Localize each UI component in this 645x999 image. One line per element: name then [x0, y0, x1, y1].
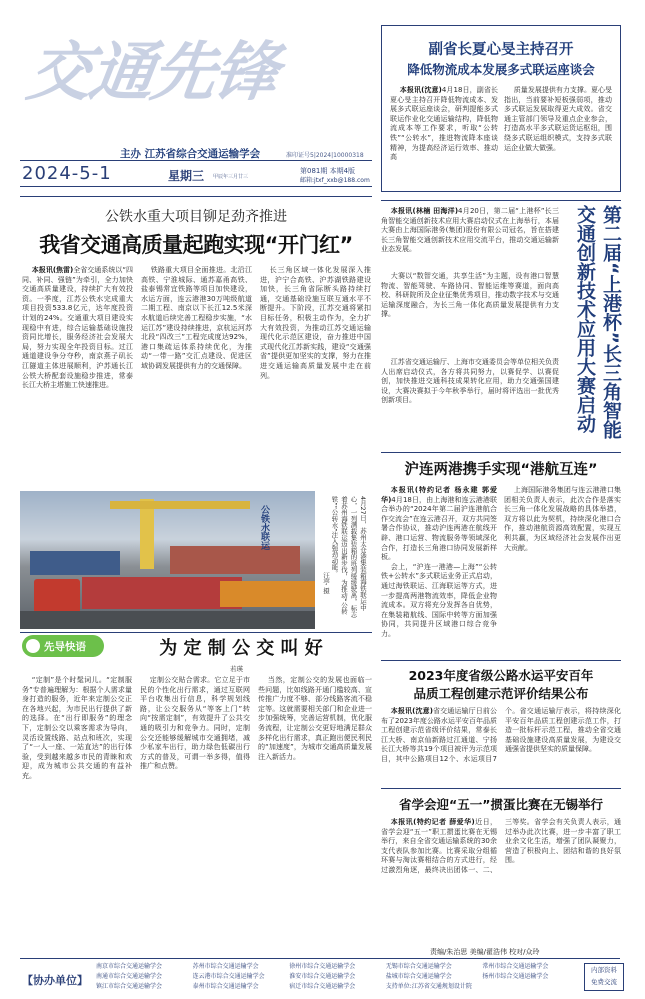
lead-kicker: 公铁水重大项目铆足劲齐推进	[105, 209, 287, 225]
side-top-rule	[381, 200, 621, 201]
quality-body-text: 省交通运输厅日前公布了2023年度公路水运平安百年品质工程创建示范省级评价结果，常泰长江大桥、南京仙新路过江通道、宁扬长江大桥等共19个项目被评为示范项目，其中公路项目12个、水运项目7个。省交通运输厅表示，将持续深化平安百年品质工程创建示范工作，打造一批标杆示范工程，推动全省交通基础设施建设高质量发展，为建设交通强省提供坚实的质量保障。	[381, 707, 621, 763]
member-9: 盐城市综合交通运输学会	[385, 973, 452, 980]
photo-caption-body	[275, 496, 367, 621]
quality-top-rule	[381, 660, 621, 661]
lead-col3-text: 长三角区域一体化发展深入推进，沪宁合高铁、沪苏湖铁路建设加快，长三角省际断头路持续打通，交通基础设施互联互通水平不断提升。下阶段，江苏交通将紧扣目标任务，积极主动作为，全力扩大有效投资，为推动江苏交通运输现代化示范区建设，奋力推进中国式现代化江苏新实践，建设“交通强省”提供更加坚实的支撑，努力在推进交通运输高质量发展中走在前列。	[260, 266, 371, 380]
lead-top-rule	[20, 196, 372, 197]
box-headline-1: 副省长夏心旻主持召开	[428, 42, 574, 58]
member-7: 连云港市综合交通运输学会	[192, 973, 265, 980]
member-1: 南京市综合交通运输学会	[96, 963, 163, 970]
photo-truck-cab	[34, 579, 80, 613]
member-3: 徐州市综合交通运输学会	[289, 963, 356, 970]
side-col-2	[381, 272, 559, 356]
footer-rule	[20, 958, 620, 959]
port-col-1	[381, 486, 497, 656]
vertical-headline-text: 第二届“上港杯”长三角智能交通创新技术应用大赛启动	[574, 205, 622, 439]
footer-label: 【协办单位】	[22, 974, 88, 987]
column-col-1	[22, 676, 132, 942]
box-source: 本报讯(沈意)	[399, 86, 442, 94]
column-col-3	[258, 676, 372, 942]
box-body-2: 质量发展提供有力支撑。夏心旻指出，当前要补短板强弱项，推动多式联运发展取得更大成效。省交通主管部门领导及重点企业参会，打造高水平多式联运货运枢纽，围绕多式联运组织模式，支持多式联运企业做大做强。	[504, 86, 612, 152]
photo-ground	[20, 611, 315, 629]
port-col-2	[504, 486, 621, 656]
member-11: 镇江市综合交通运输学会	[96, 983, 163, 990]
member-2: 苏州市综合交通运输学会	[192, 963, 259, 970]
stamp-line-1: 内部资料	[591, 966, 617, 974]
side-col-1	[381, 207, 559, 269]
email: 邮箱:jtxf_xxb@188.com	[300, 177, 370, 184]
labor-source: 本报讯(特约记者 薛爱华)	[390, 818, 475, 826]
port-body-1: 4月18日，由上海港和连云港港联合举办的“2024年第二届沪连港航合作交流会”在连云港召开，双方共同签署合作协议，推动沪连两港在航线开辟、港口运营、物流服务等领域深化合作，打造长三角港口协同发展新样板。	[381, 495, 497, 562]
photo-crane-arm	[110, 501, 250, 509]
side-vertical-headline	[566, 205, 624, 450]
column-top-rule	[20, 632, 372, 633]
column-badge	[22, 635, 104, 657]
member-12: 泰州市综合交通运输学会	[192, 983, 259, 990]
port-body-2: 会上，“沪连一港港—上海”“公转铁+公转水”多式联运业务正式启动，通过海铁联运、江海联运等方式，进一步提高两港物流效率，降低企业物流成本。双方将充分发挥各自优势，在集装箱航线、国际中转等方面加强协同，共同提升区域港口综合竞争力。	[381, 562, 497, 638]
side-source: 本报讯(林楠 田海洋)	[390, 207, 459, 215]
labor-body-text: 近日，省学会迎“五一”职工掼蛋比赛在无锡举行，来自全省交通运输系统的30余支代表队参加比赛。比赛采取分组循环赛与淘汰赛相结合的方式进行，经过激烈角逐，最终决出团体一、二、三等奖。省学会有关负责人表示，通过举办此次比赛，进一步丰富了职工业余文化生活，增强了团队凝聚力，营造了积极向上、团结和谐的良好氛围。	[381, 818, 621, 874]
quality-body	[381, 707, 621, 785]
column-col2-text: 定制公交贴合需求。它立足于市民的个性化出行需求，通过互联网平台收集出行信息，科学规划线路，让公交服务从“等客上门”转向“按需定制”，有效提升了公共交通的吸引力和竞争力。同时，定制公交还能够缓解城市交通拥堵，减少私家车出行，助力绿色低碳出行方式的普及，可谓一举多得，值得推广和点赞。	[140, 676, 250, 771]
side-body-2: 大赛以“数智交通，共享生活”为主题，设有港口智慧物流、智能驾驶、车路协同、智能运维等赛道，面向高校、科研院所及企业征集优秀项目，推动数字技术与交通运输深度融合，为长三角一体化高质量发展提供有力支撑。	[381, 272, 559, 319]
member-6: 南通市综合交通运输学会	[96, 973, 163, 980]
weekday: 星期三	[168, 169, 205, 183]
badge-dot-icon	[26, 639, 40, 653]
column-headline: 为 定 制 公 交 叫 好	[159, 638, 323, 659]
labor-top-rule	[381, 788, 621, 789]
masthead-bottom-rule	[20, 186, 372, 187]
port-top-rule	[381, 452, 621, 453]
column-col3-text: 当然，定制公交的发展也面临一些问题，比如线路开通门槛较高、宣传推广力度不够、部分线路客流不稳定等。这就需要相关部门和企业进一步加强统筹，完善运营机制，优化服务流程，让定制公交更好地满足群众多样化出行需求，真正跑出便民利民的“加速度”，为城市交通高质量发展注入新活力。	[258, 676, 372, 761]
box-headline-2: 降低物流成本发展多式联运座谈会	[407, 62, 595, 77]
photo-crane	[140, 499, 154, 569]
lead-col-2	[141, 266, 252, 488]
photo-caption-credit: 汪亭 摄	[322, 572, 330, 594]
lead-col1-text: 全省交通系统以“四同、补同、强链”为牵引，全力加快交通高质量建设，持续扩大有效投资。一季度，江苏公铁水完成重大项目投资533.8亿元，达年度投资计划的24%。交通重大项目建设实现稳中有进，综合运输基础设施投资同比增长，服务经济社会发展大局，努力实现全年投资目标。过江通道建设争分夺秒，南京燕子矶长江隧道主体进展顺利，沪苏通长江公铁大桥配套设施稳步推进，常泰长江大桥主塔施工快速推进。	[22, 266, 133, 390]
photo-caption-text: 4月27日，苏州太仓港集装箱海铁联运中心，一列满载集装箱的班列缓缓驶离，标志着苏州海铁联运迈出新步伐，为推动“公转铁”“公转水”注入强劲动能。	[330, 496, 367, 618]
box-body-left	[390, 86, 498, 186]
sponsor-line: 主办 江苏省综合交通运输学会	[120, 148, 261, 160]
masthead-logo: 交通先锋	[22, 35, 282, 110]
quality-headline-2: 品质工程创建示范评价结果公布	[413, 686, 589, 701]
footer-credits: 责编/朱治思 美编/翟浩伟 校对/众玲	[430, 948, 540, 956]
footer-members	[96, 962, 576, 994]
column-col1-text: “定制”是个时髦词儿。“定制服务”专普遍理解为：根据个人需求量身打造的服务，近年来定制公交正在各地兴起，为市民出行提供了新的选择。在“出行即服务”的理念下，定制公交以乘客需求为导向，灵活设置线路、站点和班次，实现了“一人一座、一站直达”的出行体验，受到越来越多市民的青睐和欢迎，成为城市公共交通的有益补充。	[22, 676, 132, 780]
box-body-right	[504, 86, 612, 186]
masthead-rule	[20, 160, 372, 161]
lead-col-1	[22, 266, 133, 488]
lead-headline: 我省交通高质量起跑实现“开门红”	[39, 233, 353, 257]
column-author: 若瑛	[230, 665, 243, 673]
top-right-box	[381, 25, 621, 192]
box-body-1: 4月18日，副省长夏心旻主持召开降低物流成本、发展多式联运座谈会，研判提能多式联运作业化交通运输结构，降低物流成本等工作要求，听取“公转铁”“公转水”，推进物流降本座谈精神，为提高经济运行效率、推动高	[390, 86, 498, 162]
photo-truck-load	[82, 577, 242, 609]
photo-caption-title: 公铁水联运	[259, 505, 269, 550]
port-headline: 沪连两港携手实现“港航互连”	[404, 462, 598, 478]
column-col-2	[140, 676, 250, 942]
lead-source: 本报讯(焦雷)	[31, 266, 74, 274]
side-body-1: 4月20日，第二届“上港杯”长三角智能交通创新技术应用大赛启动仪式在上海举行，本届大赛由上海国际港务(集团)股份有限公司冠名，旨在搭建长三角智能交通创新技术应用交流平台，推动交通运输新业态发展。	[381, 207, 559, 254]
port-source: 本报讯(特约记者 杨永建 郭爱华)	[381, 486, 497, 504]
side-body-3: 江苏省交通运输厅、上海市交通委员会等单位相关负责人出席启动仪式，各方将共同努力，以赛促学、以赛促创，加快推进交通科技成果转化应用，助力交通强国建设，大赛决赛拟于今年秋季举行，届时将评选出一批优秀创新项目。	[381, 358, 559, 405]
member-4: 无锡市综合交通运输学会	[385, 963, 452, 970]
quality-source: 本报讯(沈意)	[390, 707, 433, 715]
badge-label: 先导快语	[44, 641, 86, 653]
member-5: 常州市综合交通运输学会	[482, 963, 549, 970]
quality-headline-1: 2023年度省级公路水运平安百年	[408, 668, 594, 683]
member-10: 扬州市综合交通运输学会	[482, 973, 549, 980]
lead-col-3	[260, 266, 371, 488]
footer-stamp	[584, 963, 624, 991]
member-8: 淮安市综合交通运输学会	[289, 973, 356, 980]
labor-headline: 省学会迎“五一”掼蛋比赛在无锡举行	[399, 797, 603, 812]
issue-number: 第081期 本期4版	[300, 167, 356, 175]
port-body-3: 上海国际港务集团与连云港港口集团相关负责人表示，此次合作是落实长三角一体化发展战略的具体举措，双方将以此为契机，持续深化港口合作，推动港航资源高效配置，实现互利共赢，为区域经济社会发展作出更大贡献。	[504, 486, 621, 552]
lead-col2-text: 铁路重大项目全面推进。北沿江高铁、宁淮城际、通苏嘉甬高铁、盐泰锡常宜铁路等项目加快建设，水运方面，连云港港30万吨级航道二期工程、南京以下长江12.5米深水航道后续完善工程稳步实施，“水运江苏”建设持续推进，京杭运河苏北段“四改三”工程完成度达92%，港口集疏运体系持续优化，为推动“一带一路”交汇点建设、促进区域协调发展提供有力的交通保障。	[141, 266, 252, 370]
labor-body	[381, 818, 621, 942]
photo-containers-1	[30, 551, 120, 575]
member-13: 宿迁市综合交通运输学会	[289, 983, 356, 990]
lunar-date: 甲辰年三月廿三	[213, 174, 249, 180]
issue-date: 2024-5-1	[22, 163, 112, 184]
stamp-line-2: 免费交流	[591, 978, 617, 986]
member-14: 支持单位:江苏省交通规划设计院	[385, 983, 472, 990]
side-col-3	[381, 358, 559, 450]
reg-number: 准印证号5|2024|10000318	[286, 152, 364, 159]
